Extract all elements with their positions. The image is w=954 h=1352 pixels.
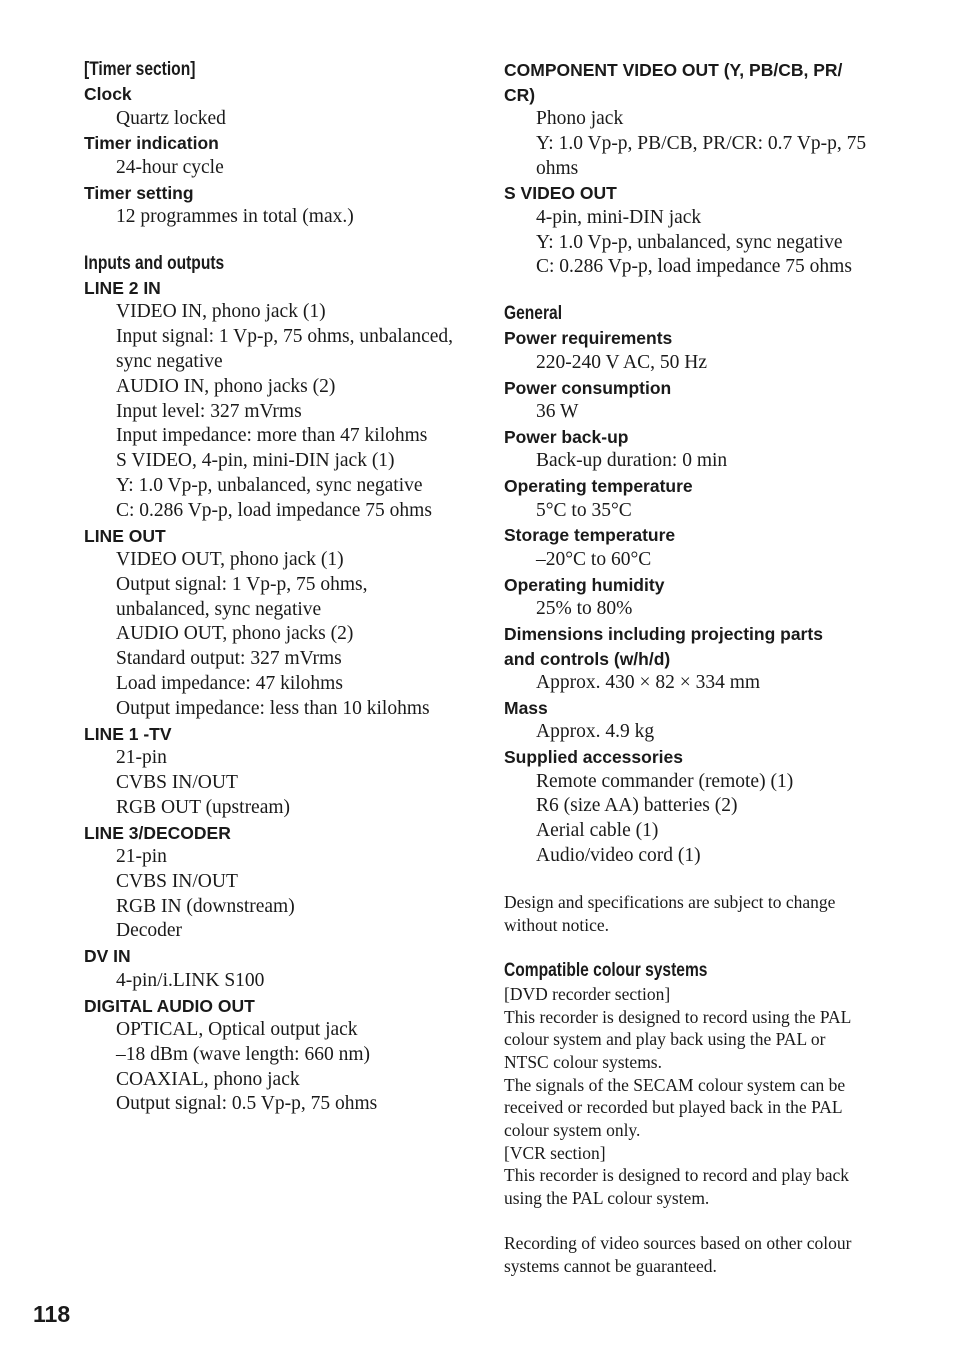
text-line: systems cannot be guaranteed.	[504, 1255, 717, 1276]
text-line: [VCR section]	[504, 1142, 606, 1163]
inputs-outputs-title: Inputs and outputs	[84, 252, 225, 274]
spec-label-continued: CR)	[504, 84, 536, 105]
spec-value: Y: 1.0 Vp-p, PB/CB, PR/CR: 0.7 Vp-p, 75	[536, 132, 867, 154]
spec-label: Timer indication	[84, 133, 219, 154]
spec-label: LINE OUT	[84, 525, 166, 546]
spec-item-operating-temperature	[504, 474, 904, 523]
spec-label: COMPONENT VIDEO OUT (Y, PB/CB, PR/	[504, 60, 843, 80]
spec-item-supplied-accessories	[504, 745, 904, 869]
specifications-notice	[504, 891, 904, 937]
spec-value: AUDIO IN, phono jacks (2)	[116, 375, 336, 397]
text-line: colour system and play back using the PAL or	[504, 1029, 826, 1050]
spec-value: RGB OUT (upstream)	[116, 796, 291, 818]
text-line: using the PAL colour system.	[504, 1188, 710, 1209]
left-column	[84, 58, 484, 1117]
spec-item-line3-decoder	[84, 821, 484, 945]
spec-value: 5°C to 35°C	[536, 499, 632, 521]
spec-label: Operating temperature	[504, 476, 693, 497]
spec-value: 36 W	[536, 401, 579, 423]
spec-label: Storage temperature	[504, 525, 676, 546]
spec-value: Load impedance: 47 kilohms	[116, 673, 343, 695]
spec-value: Y: 1.0 Vp-p, unbalanced, sync negative	[116, 474, 423, 496]
spec-value: Audio/video cord (1)	[536, 845, 701, 867]
text-line: received or recorded but played back in the PAL	[504, 1097, 843, 1118]
spec-item-line-out	[84, 524, 484, 722]
spec-value: AUDIO OUT, phono jacks (2)	[116, 623, 354, 645]
spec-value: –20°C to 60°C	[536, 548, 652, 570]
spec-label: Power back-up	[504, 426, 629, 447]
spec-item-line2-in	[84, 276, 484, 524]
spec-value: Approx. 430 × 82 × 334 mm	[536, 672, 761, 694]
spec-label: DV IN	[84, 946, 131, 967]
spec-item-power-requirements	[504, 326, 904, 375]
text-line: colour system only.	[504, 1120, 641, 1141]
spec-value: 21-pin	[116, 846, 167, 868]
page-number: 118	[33, 1301, 71, 1327]
spec-item-mass	[504, 696, 904, 745]
spec-value: C: 0.286 Vp-p, load impedance 75 ohms	[116, 499, 432, 521]
spec-value: 12 programmes in total (max.)	[116, 206, 354, 228]
colour-systems-title: Compatible colour systems	[504, 959, 708, 981]
spec-value: VIDEO IN, phono jack (1)	[116, 301, 326, 323]
spec-value: Quartz locked	[116, 107, 226, 129]
spec-value: Remote commander (remote) (1)	[536, 770, 794, 792]
spec-value: Back-up duration: 0 min	[536, 450, 728, 472]
spec-value: Input impedance: more than 47 kilohms	[116, 425, 428, 447]
spec-label: Mass	[504, 697, 548, 718]
spec-item-dimensions	[504, 622, 904, 696]
spec-label: LINE 3/DECODER	[84, 822, 231, 843]
spec-value: 220-240 V AC, 50 Hz	[536, 351, 707, 373]
spec-label-continued: and controls (w/h/d)	[504, 648, 671, 669]
text-line: The signals of the SECAM colour system can be	[504, 1074, 846, 1095]
text-line: This recorder is designed to record using the PAL	[504, 1006, 852, 1027]
spec-value: sync negative	[116, 350, 223, 372]
spec-value: Standard output: 327 mVrms	[116, 648, 342, 670]
spec-item-operating-humidity	[504, 573, 904, 622]
spec-value: CVBS IN/OUT	[116, 771, 238, 793]
spec-label: LINE 1 -TV	[84, 723, 172, 744]
spec-value: Approx. 4.9 kg	[536, 721, 655, 743]
spec-item-power-consumption	[504, 376, 904, 425]
spec-value: 25% to 80%	[536, 598, 633, 620]
text-line: Recording of video sources based on other colour	[504, 1232, 852, 1253]
spec-label: Power requirements	[504, 328, 673, 349]
spec-value: C: 0.286 Vp-p, load impedance 75 ohms	[536, 256, 852, 278]
right-column	[504, 58, 904, 1277]
timer-section-title: [Timer section]	[84, 59, 196, 80]
spec-value: 4-pin, mini-DIN jack	[536, 206, 702, 228]
colour-systems-text	[504, 983, 904, 1210]
spec-label: S VIDEO OUT	[504, 183, 617, 204]
spec-value: 21-pin	[116, 747, 167, 769]
spec-value: RGB IN (downstream)	[116, 895, 295, 917]
text-line: This recorder is designed to record and play back	[504, 1165, 850, 1186]
spec-item-s-video-out	[504, 181, 904, 280]
spec-label: LINE 2 IN	[84, 277, 161, 298]
spec-label: Supplied accessories	[504, 747, 683, 768]
spec-value: Output impedance: less than 10 kilohms	[116, 697, 430, 719]
spec-value: CVBS IN/OUT	[116, 870, 238, 892]
notice-line: without notice.	[504, 914, 609, 935]
spec-item-digital-audio-out	[84, 994, 484, 1118]
general-section-title: General	[504, 303, 563, 325]
spec-value: OPTICAL, Optical output jack	[116, 1019, 358, 1041]
spec-item-dv-in	[84, 944, 484, 993]
spec-label: Operating humidity	[504, 574, 665, 595]
spec-item-timer-indication	[84, 131, 484, 180]
text-line: [DVD recorder section]	[504, 983, 671, 1004]
spec-value: COAXIAL, phono jack	[116, 1068, 300, 1090]
text-line: NTSC colour systems.	[504, 1051, 662, 1072]
spec-item-component-video-out	[504, 58, 904, 181]
spec-value: S VIDEO, 4-pin, mini-DIN jack (1)	[116, 450, 395, 472]
notice-line: Design and specifications are subject to change	[504, 891, 836, 912]
spec-value: Phono jack	[536, 108, 624, 129]
spec-value: Input level: 327 mVrms	[116, 400, 302, 422]
spec-value: Output signal: 1 Vp-p, 75 ohms,	[116, 573, 368, 595]
spec-value: Aerial cable (1)	[536, 820, 659, 842]
spec-value: Input signal: 1 Vp-p, 75 ohms, unbalanced,	[116, 326, 454, 348]
timer-items	[84, 82, 484, 230]
spec-item-power-backup	[504, 425, 904, 474]
spec-item-timer-setting	[84, 181, 484, 230]
spec-value: ohms	[536, 157, 579, 179]
spec-value: R6 (size AA) batteries (2)	[536, 795, 738, 817]
spec-value: –18 dBm (wave length: 660 nm)	[116, 1043, 371, 1065]
spec-value: Decoder	[116, 920, 183, 942]
spec-label: DIGITAL AUDIO OUT	[84, 995, 255, 1016]
spec-value: Output signal: 0.5 Vp-p, 75 ohms	[116, 1093, 378, 1115]
spec-label: Clock	[84, 84, 132, 104]
spec-value: VIDEO OUT, phono jack (1)	[116, 549, 344, 571]
spec-label: Power consumption	[504, 377, 672, 398]
spec-label: Timer setting	[84, 182, 194, 203]
spec-value: unbalanced, sync negative	[116, 598, 322, 620]
spec-value: 24-hour cycle	[116, 156, 224, 178]
spec-value: 4-pin/i.LINK S100	[116, 969, 265, 991]
colour-systems-final-note	[504, 1232, 904, 1277]
spec-value: Y: 1.0 Vp-p, unbalanced, sync negative	[536, 231, 843, 253]
spec-item-storage-temperature	[504, 523, 904, 572]
spec-item-clock	[84, 82, 484, 131]
spec-item-line1-tv	[84, 722, 484, 821]
spec-label: Dimensions including projecting parts	[504, 624, 823, 645]
